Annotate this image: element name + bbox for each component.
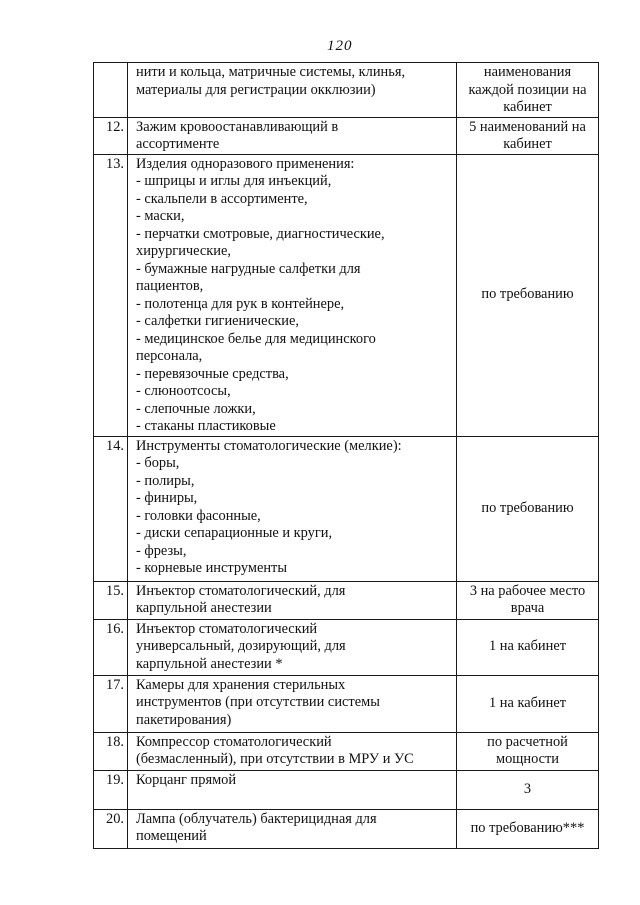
item-name: Лампа (облучатель) бактерицидная для помещений [128, 809, 457, 848]
item-quantity: 1 на кабинет [457, 619, 599, 675]
item-quantity: 1 на кабинет [457, 675, 599, 732]
table-row [94, 154, 599, 436]
item-name: Зажим кровоостанавливающий в ассортименте [128, 117, 457, 154]
item-quantity: 5 наименований на кабинет [457, 117, 599, 154]
row-number: 20. [94, 809, 128, 848]
row-number: 14. [94, 436, 128, 581]
item-name: Компрессор стоматологический (безмасленный), при отсутствии в МРУ и УС [128, 732, 457, 770]
table-row [94, 675, 599, 732]
item-quantity: 3 на рабочее место врача [457, 581, 599, 619]
item-quantity: по требованию [457, 154, 599, 436]
row-number: 17. [94, 675, 128, 732]
row-number: 15. [94, 581, 128, 619]
row-number: 13. [94, 154, 128, 436]
item-name: Изделия одноразового применения: - шприцы и иглы для инъекций, - скальпели в ассортименте, - маски, - перчатки смотровые, диагностические, хирургические, - бумажные нагрудные салфетки для пациентов, - полотенца для рук в контейнере, - салфетки гигиенические, - медицинское белье для медицинского персонала, - перевязочные средства, - слюноотсосы, - слепочные ложки, - стаканы пластиковые [128, 154, 457, 436]
table-row [94, 117, 599, 154]
table-row [94, 436, 599, 581]
row-number [94, 63, 128, 118]
item-name: Корцанг прямой [128, 770, 457, 809]
table-row [94, 770, 599, 809]
table-row [94, 581, 599, 619]
table-row [94, 619, 599, 675]
item-name: Инъектор стоматологический универсальный, дозирующий, для карпульной анестезии * [128, 619, 457, 675]
item-quantity: по требованию [457, 436, 599, 581]
item-quantity: наименования каждой позиции на кабинет [457, 63, 599, 118]
page-number: 120 [327, 38, 353, 54]
row-number: 18. [94, 732, 128, 770]
table-row [94, 732, 599, 770]
item-quantity: по требованию*** [457, 809, 599, 848]
item-quantity: 3 [457, 770, 599, 809]
table-row [94, 63, 599, 118]
equipment-table [93, 62, 599, 849]
row-number: 12. [94, 117, 128, 154]
item-quantity: по расчетной мощности [457, 732, 599, 770]
row-number: 16. [94, 619, 128, 675]
table-row [94, 809, 599, 848]
row-number: 19. [94, 770, 128, 809]
item-name: Камеры для хранения стерильных инструментов (при отсутствии системы пакетирования) [128, 675, 457, 732]
item-name: нити и кольца, матричные системы, клинья, материалы для регистрации окклюзии) [128, 63, 457, 118]
item-name: Инъектор стоматологический, для карпульной анестезии [128, 581, 457, 619]
item-name: Инструменты стоматологические (мелкие): - боры, - полиры, - финиры, - головки фасонные, - диски сепарационные и круги, - фрезы, - корневые инструменты [128, 436, 457, 581]
